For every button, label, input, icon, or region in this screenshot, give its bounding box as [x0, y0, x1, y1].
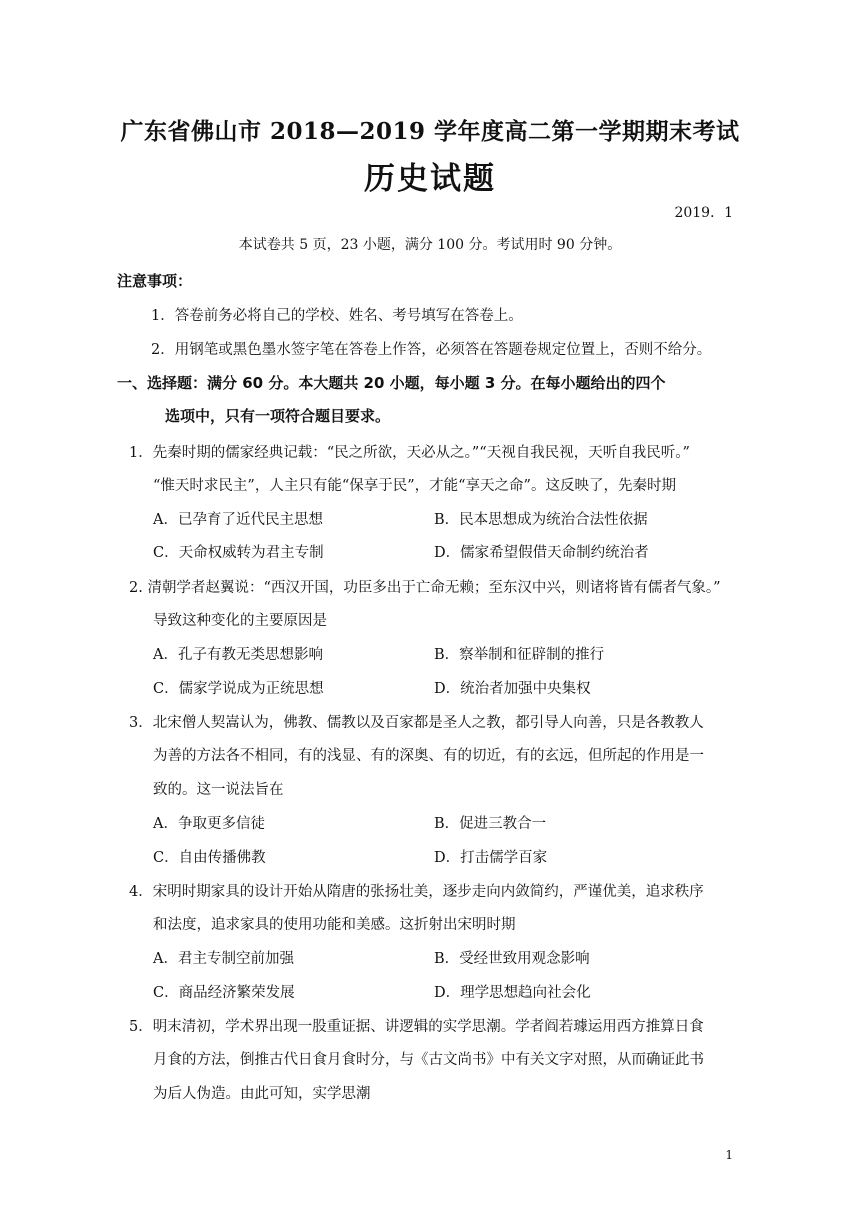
question-stem: 为后人伪造。由此可知，实学思潮	[153, 1086, 371, 1102]
option-c: C．儒家学说成为正统思想	[153, 681, 324, 697]
option-c: C．商品经济繁荣发展	[153, 985, 295, 1001]
option-b: B．受经世致用观念影响	[434, 951, 590, 967]
notice-heading: 注意事项：	[117, 272, 193, 290]
subject-title: 历史试题	[364, 161, 496, 197]
question-stem: 4．宋明时期家具的设计开始从隋唐的张扬壮美，逐步走向内敛简约，严谨优美，追求秩序	[129, 884, 704, 900]
option-a: A．已孕育了近代民主思想	[153, 512, 323, 528]
option-c: C．自由传播佛教	[153, 850, 266, 866]
option-d: D．儒家希望假借天命制约统治者	[434, 545, 649, 561]
option-b: B．察举制和征辟制的推行	[434, 647, 605, 663]
question-stem: 致的。这一说法旨在	[153, 782, 284, 798]
notice-item: 1．答卷前务必将自己的学校、姓名、考号填写在答卷上。	[151, 308, 523, 324]
option-d: D．统治者加强中央集权	[434, 681, 591, 697]
option-b: B．民本思想成为统治合法性依据	[434, 512, 648, 528]
question-stem: 导致这种变化的主要原因是	[153, 613, 327, 629]
page-number: 1	[725, 1148, 733, 1162]
option-c: C．天命权威转为君主专制	[153, 545, 324, 561]
exam-date: 2019．1	[674, 205, 733, 221]
section-heading-cont: 选项中，只有一项符合题目要求。	[165, 407, 391, 425]
option-a: A．君主专制空前加强	[153, 951, 294, 967]
question-stem: “惟天时求民主”，人主只有能“保享于民”，才能“享天之命”。这反映了，先秦时期	[153, 478, 676, 494]
exam-title: 广东省佛山市 2018—2019 学年度高二第一学期期末考试	[120, 118, 740, 145]
option-a: A．争取更多信徒	[153, 816, 265, 832]
option-b: B．促进三教合一	[434, 816, 547, 832]
question-stem: 月食的方法，倒推古代日食月食时分，与《古文尚书》中有关文字对照，从而确证此书	[153, 1052, 704, 1068]
option-d: D．打击儒学百家	[434, 850, 548, 866]
question-stem: 和法度，追求家具的使用功能和美感。这折射出宋明时期	[153, 917, 516, 933]
notice-item: 2．用钢笔或黑色墨水签字笔在答卷上作答，必须答在答题卷规定位置上，否则不给分。	[151, 342, 712, 358]
question-stem: 5．明末清初，学术界出现一股重证据、讲逻辑的实学思潮。学者阎若璩运用西方推算日食	[129, 1019, 704, 1035]
section-heading: 一、选择题：满分 60 分。本大题共 20 小题，每小题 3 分。在每小题给出的四个	[117, 374, 666, 392]
question-stem: 3．北宋僧人契嵩认为，佛教、儒教以及百家都是圣人之教，都引导人向善，只是各教教人	[129, 715, 704, 731]
exam-intro: 本试卷共 5 页，23 小题，满分 100 分。考试用时 90 分钟。	[238, 237, 622, 253]
question-stem: 2. 清朝学者赵翼说：“西汉开国，功臣多出于亡命无赖；至东汉中兴，则诸将皆有儒者气象。”	[129, 580, 721, 596]
option-a: A．孔子有教无类思想影响	[153, 647, 323, 663]
question-stem: 为善的方法各不相同，有的浅显、有的深奥、有的切近，有的玄远，但所起的作用是一	[153, 748, 704, 764]
question-stem: 1．先秦时期的儒家经典记载：“民之所欲，天必从之。”“天视自我民视，天听自我民听。”	[129, 445, 690, 461]
option-d: D．理学思想趋向社会化	[434, 985, 591, 1001]
